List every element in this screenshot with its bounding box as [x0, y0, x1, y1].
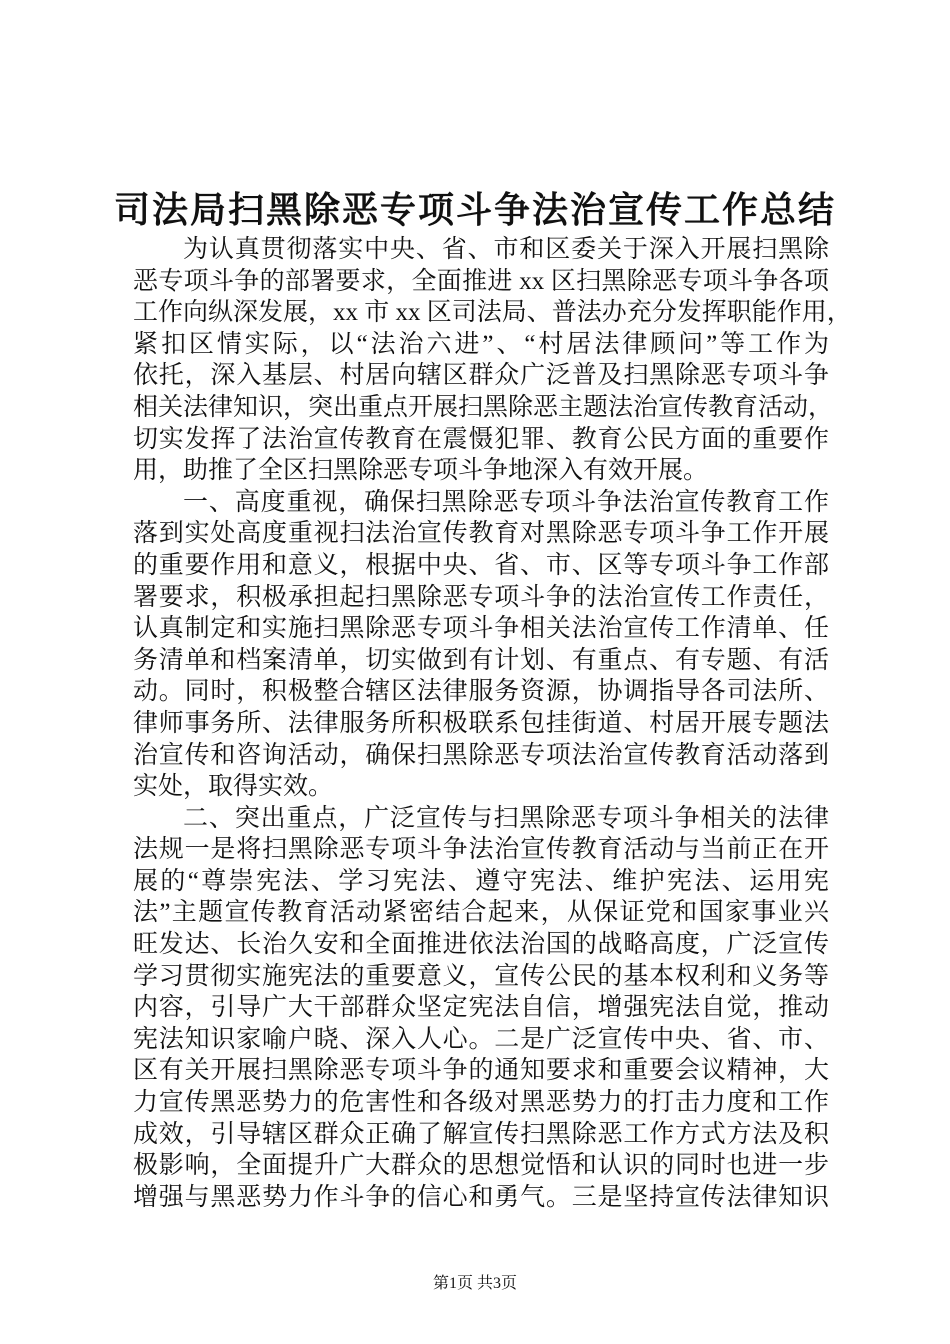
paragraph-line: 工作向纵深发展，xx 市 xx 区司法局、普法办充分发挥职能作用， [133, 299, 852, 327]
paragraph-line: 为认真贯彻落实中央、省、市和区委关于深入开展扫黑除 [183, 236, 829, 263]
paragraph-line: 展的“尊崇宪法、学习宪法、遵守宪法、维护宪法、运用宪 [133, 867, 829, 895]
paragraph-line: 一、高度重视，确保扫黑除恶专项斗争法治宣传教育工作 [183, 488, 829, 516]
paragraph-line: 内容，引导广大干部群众坚定宪法自信，增强宪法自觉，推动 [133, 994, 829, 1022]
document-title: 司法局扫黑除恶专项斗争法治宣传工作总结 [113, 190, 836, 230]
paragraph-line: 署要求，积极承担起扫黑除恶专项斗争的法治宣传工作责任， [133, 583, 829, 611]
paragraph-line: 律师事务所、法律服务所积极联系包挂街道、村居开展专题法 [133, 709, 829, 737]
paragraph-line: 治宣传和咨询活动，确保扫黑除恶专项法治宣传教育活动落到 [133, 741, 829, 769]
paragraph-line: 紧扣区情实际，以“法治六进”、“村居法律顾问”等工作为 [133, 330, 829, 358]
paragraph-line: 旺发达、长治久安和全面推进依法治国的战略高度，广泛宣传 [133, 931, 829, 959]
paragraph-line: 学习贯彻实施宪法的重要意义，宣传公民的基本权利和义务等 [133, 962, 829, 990]
paragraph-line: 区有关开展扫黑除恶专项斗争的通知要求和重要会议精神，大 [133, 1057, 829, 1085]
paragraph-line: 法”主题宣传教育活动紧密结合起来，从保证党和国家事业兴 [133, 899, 829, 927]
paragraph-line: 务清单和档案清单，切实做到有计划、有重点、有专题、有活 [133, 646, 829, 674]
paragraph-line: 二、突出重点，广泛宣传与扫黑除恶专项斗争相关的法律 [183, 804, 829, 832]
paragraph-line: 成效，引导辖区群众正确了解宣传扫黑除恶工作方式方法及积 [133, 1120, 829, 1148]
paragraph-line: 增强与黑恶势力作斗争的信心和勇气。三是坚持宣传法律知识 [133, 1183, 829, 1211]
paragraph-line: 实处，取得实效。 [133, 773, 334, 801]
paragraph-line: 切实发挥了法治宣传教育在震慑犯罪、教育公民方面的重要作 [133, 425, 829, 453]
paragraph-line: 认真制定和实施扫黑除恶专项斗争相关法治宣传工作清单、任 [133, 615, 829, 643]
paragraph-line: 力宣传黑恶势力的危害性和各级对黑恶势力的打击力度和工作 [133, 1089, 829, 1117]
paragraph-line: 恶专项斗争的部署要求，全面推进 xx 区扫黑除恶专项斗争各项 [133, 267, 829, 295]
paragraph-line: 依托，深入基层、村居向辖区群众广泛普及扫黑除恶专项斗争 [133, 362, 829, 390]
paragraph-line: 极影响，全面提升广大群众的思想觉悟和认识的同时也进一步 [133, 1152, 829, 1180]
paragraph-line: 宪法知识家喻户晓、深入人心。二是广泛宣传中央、省、市、 [133, 1025, 829, 1053]
paragraph-line: 动。同时，积极整合辖区法律服务资源，协调指导各司法所、 [133, 678, 829, 706]
paragraph-line: 的重要作用和意义，根据中央、省、市、区等专项斗争工作部 [133, 551, 829, 579]
document-body [133, 234, 852, 1213]
page-footer: 第1页 共3页 [432, 1275, 517, 1292]
paragraph-line: 法规一是将扫黑除恶专项斗争法治宣传教育活动与当前正在开 [133, 836, 829, 864]
paragraph-line: 用，助推了全区扫黑除恶专项斗争地深入有效开展。 [133, 457, 709, 485]
paragraph-line: 相关法律知识，突出重点开展扫黑除恶主题法治宣传教育活动， [133, 393, 834, 421]
paragraph-line: 落到实处高度重视扫法治宣传教育对黑除恶专项斗争工作开展 [133, 520, 829, 548]
